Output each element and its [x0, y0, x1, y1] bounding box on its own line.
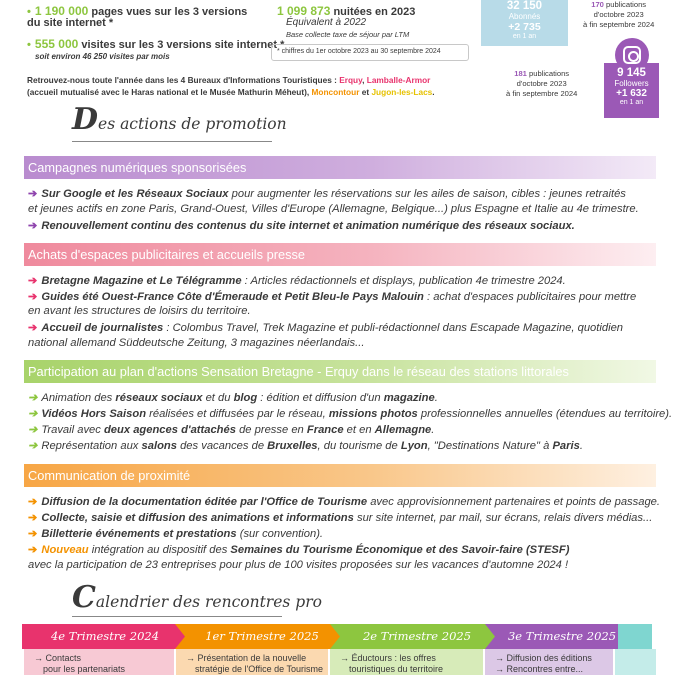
title-promotion-rest: es actions de promotion — [98, 115, 287, 133]
achats-l2-rest: : achat d'espaces publicitaires pour mettre — [423, 291, 637, 303]
instagram-followers-label: Followers — [614, 79, 649, 88]
intro-sep-2: et — [359, 86, 372, 97]
sensation-line-4 — [28, 439, 583, 452]
title-underline — [72, 616, 282, 617]
arrow-icon: ➔ — [28, 544, 38, 556]
bullet-icon: • — [27, 6, 31, 18]
facebook-pubs-text-3: à fin septembre 2024 — [583, 20, 655, 29]
pages-views-label-2: du site internet * — [27, 17, 114, 29]
p-l4-a: intégration au dispositif des — [88, 544, 231, 556]
intro-jugon: Jugon-les-Lacs — [371, 86, 433, 97]
facebook-publications — [583, 0, 654, 30]
band-campagnes: Campagnes numériques sponsorisées — [24, 156, 656, 179]
s-l3-b: deux agences d'attachés — [103, 424, 236, 436]
section-title-promotion — [72, 102, 287, 137]
visits-sub: soit environ 46 250 visites par mois — [35, 52, 170, 61]
p-l2-rest: sur site internet, par mail, sur écrans, relais divers médias... — [353, 512, 653, 524]
intro-sep-1: , — [362, 75, 367, 85]
facebook-stats-box — [481, 0, 568, 46]
cal-q3-l2: → Rencontres entre... — [495, 663, 584, 674]
s-l1-a: Animation des — [41, 392, 116, 404]
intro-lamballe: Lamballe-Armor — [366, 75, 431, 85]
facebook-pubs-text-2: d'octobre 2023 — [593, 10, 644, 19]
achats-line-4 — [28, 321, 623, 334]
instagram-pubs-number: 181 — [514, 69, 527, 78]
achats-line-5: national allemand Süddeutsche Zeitung, 3 magazines néerlandais... — [28, 337, 365, 349]
s-l3-d: France — [306, 424, 344, 436]
stats-footnote: * chiffres du 1er octobre 2023 au 30 septembre 2024 — [271, 44, 469, 61]
cal-col-q1 — [176, 649, 328, 675]
title-calendar-rest: alendrier des rencontres pro — [95, 593, 322, 611]
arrow-icon: ➔ — [28, 528, 38, 540]
section-title-calendar — [72, 580, 322, 615]
s-l1-b: réseaux sociaux — [115, 392, 203, 404]
nights-sub: Équivalent à 2022 — [286, 17, 367, 28]
achats-l4-rest: : Colombus Travel, Trek Magazine et publi-rédactionnel dans Escapade Magazine, quotidien — [163, 322, 624, 334]
stat-nights — [277, 4, 415, 18]
s-l1-f: magazine — [383, 392, 435, 404]
arrow-icon: ➔ — [28, 512, 38, 524]
sensation-line-2 — [28, 407, 672, 420]
arrow-icon: ➔ — [28, 496, 38, 508]
cal-col-q4 — [24, 649, 174, 675]
facebook-followers-label: Abonnés — [508, 12, 541, 21]
p-l4-new: Nouveau — [41, 544, 89, 556]
achats-line-1 — [28, 274, 566, 287]
cal-q3-label: 3e Trimestre 2025 — [507, 629, 617, 643]
intro-text-2: (accueil mutualisé avec le Haras national et le Musée Mathurin Méheut), — [27, 86, 312, 97]
s-l2-c: missions photos — [328, 408, 418, 420]
intro-erquy: Erquy — [339, 75, 363, 85]
facebook-followers: 32 150 — [506, 0, 543, 12]
bullet-icon: • — [27, 39, 31, 51]
pages-views-number: 1 190 000 — [34, 4, 89, 18]
p-l2-bold: Collecte, saisie et diffusion des animations et informations — [41, 512, 354, 524]
achats-line-3: en avant les structures de loisirs du territoire. — [28, 305, 251, 317]
nights-number: 1 099 873 — [277, 4, 331, 18]
band-sensation: Participation au plan d'actions Sensation Bretagne - Erquy dans le réseau des stations littorales — [24, 360, 656, 383]
facebook-gain: +2 735 — [508, 21, 541, 33]
stat-visits — [27, 37, 284, 51]
sensation-line-3 — [28, 423, 434, 436]
stat-pages-views — [27, 4, 247, 18]
visits-number: 555 000 — [34, 37, 79, 51]
s-l4-d: Bruxelles — [267, 440, 318, 452]
cal-col-next — [615, 649, 656, 675]
s-l4-c: des vacances de — [176, 440, 268, 452]
campagnes-line-1 — [28, 187, 626, 200]
s-l2-b: réalisées et diffusées par le réseau, — [146, 408, 329, 420]
instagram-gain-label: en 1 an — [619, 99, 644, 106]
achats-line-2 — [28, 290, 636, 303]
instagram-pubs-text: publications — [526, 69, 570, 78]
s-l2-a: Vidéos Hors Saison — [41, 408, 147, 420]
title-promotion-cap: D — [72, 102, 99, 137]
cal-q4-l1: → Contacts — [34, 653, 82, 663]
proximite-line-3 — [28, 527, 323, 540]
p-l3-bold: Billetterie événements et prestations — [41, 528, 237, 540]
nights-label: nuitées en 2023 — [330, 6, 416, 18]
achats-l4-bold: Accueil de journalistes — [41, 322, 164, 334]
facebook-pubs-number: 170 — [591, 0, 604, 9]
cal-col-q3 — [485, 649, 613, 675]
instagram-stats-box — [604, 63, 659, 118]
cal-q4-l2: pour les partenariats — [43, 663, 126, 674]
campagnes-line-3 — [28, 219, 575, 232]
instagram-pubs-text-2: d'octobre 2023 — [516, 79, 567, 88]
cal-q2-l1: → Éductours : les offres — [340, 653, 436, 663]
instagram-publications — [506, 69, 577, 99]
instagram-pubs-text-3: à fin septembre 2024 — [506, 89, 578, 98]
sensation-line-1 — [28, 391, 438, 404]
intro-text-1: Retrouvez-nous toute l'année dans les 4 Bureaux d'Informations Touristiques : — [27, 75, 340, 85]
facebook-gain-label: en 1 an — [512, 33, 537, 40]
nights-sub-2: Base collecte taxe de séjour par LTM — [286, 30, 410, 39]
s-l3-g: . — [431, 424, 435, 436]
s-l4-a: Représentation aux — [41, 440, 142, 452]
title-underline — [72, 141, 272, 142]
arrow-icon: ➔ — [28, 440, 38, 452]
proximite-line-4 — [28, 543, 569, 556]
arrow-icon: ➔ — [28, 322, 38, 334]
band-achats: Achats d'espaces publicitaires et accueils presse — [24, 243, 656, 266]
s-l4-h: Paris — [552, 440, 580, 452]
achats-l2-bold: Guides été Ouest-France Côte d'Émeraude et Petit Bleu-le Pays Malouin — [41, 291, 424, 303]
campagnes-l3: Renouvellement continu des contenus du site internet et animation numérique des réseaux sociaux. — [41, 220, 575, 232]
intro-moncontour: Moncontour — [311, 86, 360, 97]
s-l4-e: , du tourisme de — [317, 440, 401, 452]
p-l3-rest: (sur convention). — [236, 528, 324, 540]
s-l4-i: . — [579, 440, 583, 452]
p-l1-bold: Diffusion de la documentation éditée par l'Office de Tourisme — [41, 496, 368, 508]
title-calendar-cap: C — [72, 580, 96, 615]
visits-label: visites sur les 3 versions site internet * — [78, 39, 285, 51]
s-l4-g: , "Destinations Nature" à — [427, 440, 553, 452]
intro-end: . — [432, 86, 435, 97]
campagnes-l1-rest: pour augmenter les réservations sur les ailes de saison, cibles : jeunes retraités — [228, 188, 626, 200]
arrow-icon: ➔ — [28, 188, 38, 200]
s-l3-c: de presse en — [235, 424, 307, 436]
s-l1-e: : édition et diffusion d'un — [257, 392, 384, 404]
campagnes-l1-bold: Sur Google et les Réseaux Sociaux — [41, 188, 229, 200]
instagram-followers: 9 145 — [617, 67, 646, 79]
proximite-line-1 — [28, 495, 660, 508]
instagram-gain: +1 632 — [616, 88, 647, 99]
s-l1-d: blog — [233, 392, 258, 404]
s-l3-f: Allemagne — [374, 424, 432, 436]
arrow-icon: ➔ — [28, 220, 38, 232]
campagnes-line-2: et jeunes actifs en zone Paris, Grand-Ouest, Villes d'Europe (Allemagne, Belgique...) plus Espagne et Italie au 4e trimestre. — [28, 203, 639, 215]
arrow-icon: ➔ — [28, 275, 38, 287]
s-l4-b: salons — [141, 440, 177, 452]
band-proximite: Communication de proximité — [24, 464, 656, 487]
cal-q2-l2: touristiques du territoire — [349, 663, 444, 674]
arrow-icon: ➔ — [28, 392, 38, 404]
cal-q3-l1: → Diffusion des éditions — [495, 653, 592, 663]
proximite-line-2 — [28, 511, 652, 524]
cal-q2-label: 2e Trimestre 2025 — [362, 629, 472, 643]
arrow-icon: ➔ — [28, 408, 38, 420]
s-l4-f: Lyon — [400, 440, 428, 452]
cal-q1-l2: stratégie de l'Office de Tourisme — [195, 663, 323, 674]
cal-q1-l1: → Présentation de la nouvelle — [186, 653, 307, 663]
p-l4-b: Semaines du Tourisme Économique et des Savoir-faire (STESF) — [230, 544, 570, 556]
arrow-icon: ➔ — [28, 291, 38, 303]
s-l1-c: et du — [202, 392, 234, 404]
proximite-line-5: avec la participation de 23 entreprises pour plus de 100 visites proposées sur les vacances d'automne 2024 ! — [28, 559, 569, 571]
s-l3-a: Travail avec — [41, 424, 104, 436]
cal-q1-label: 1er Trimestre 2025 — [205, 629, 319, 643]
s-l1-g: . — [434, 392, 438, 404]
arrow-icon: ➔ — [28, 424, 38, 436]
pages-views-label: pages vues sur les 3 versions — [88, 6, 248, 18]
cal-q4-label: 4e Trimestre 2024 — [50, 629, 160, 643]
achats-l1-rest: : Articles rédactionnels et displays, publication 4e trimestre 2024. — [241, 275, 566, 287]
s-l3-e: et en — [343, 424, 375, 436]
instagram-icon — [623, 46, 641, 64]
cal-col-q2 — [330, 649, 483, 675]
s-l2-d: professionnelles annuelles (étendues au territoire). — [417, 408, 673, 420]
facebook-pubs-text: publications — [603, 0, 647, 9]
achats-l1-bold: Bretagne Magazine et Le Télégramme — [41, 275, 242, 287]
intro-text — [27, 75, 477, 98]
p-l1-rest: avec approvisionnement partenaires et points de passage. — [367, 496, 661, 508]
